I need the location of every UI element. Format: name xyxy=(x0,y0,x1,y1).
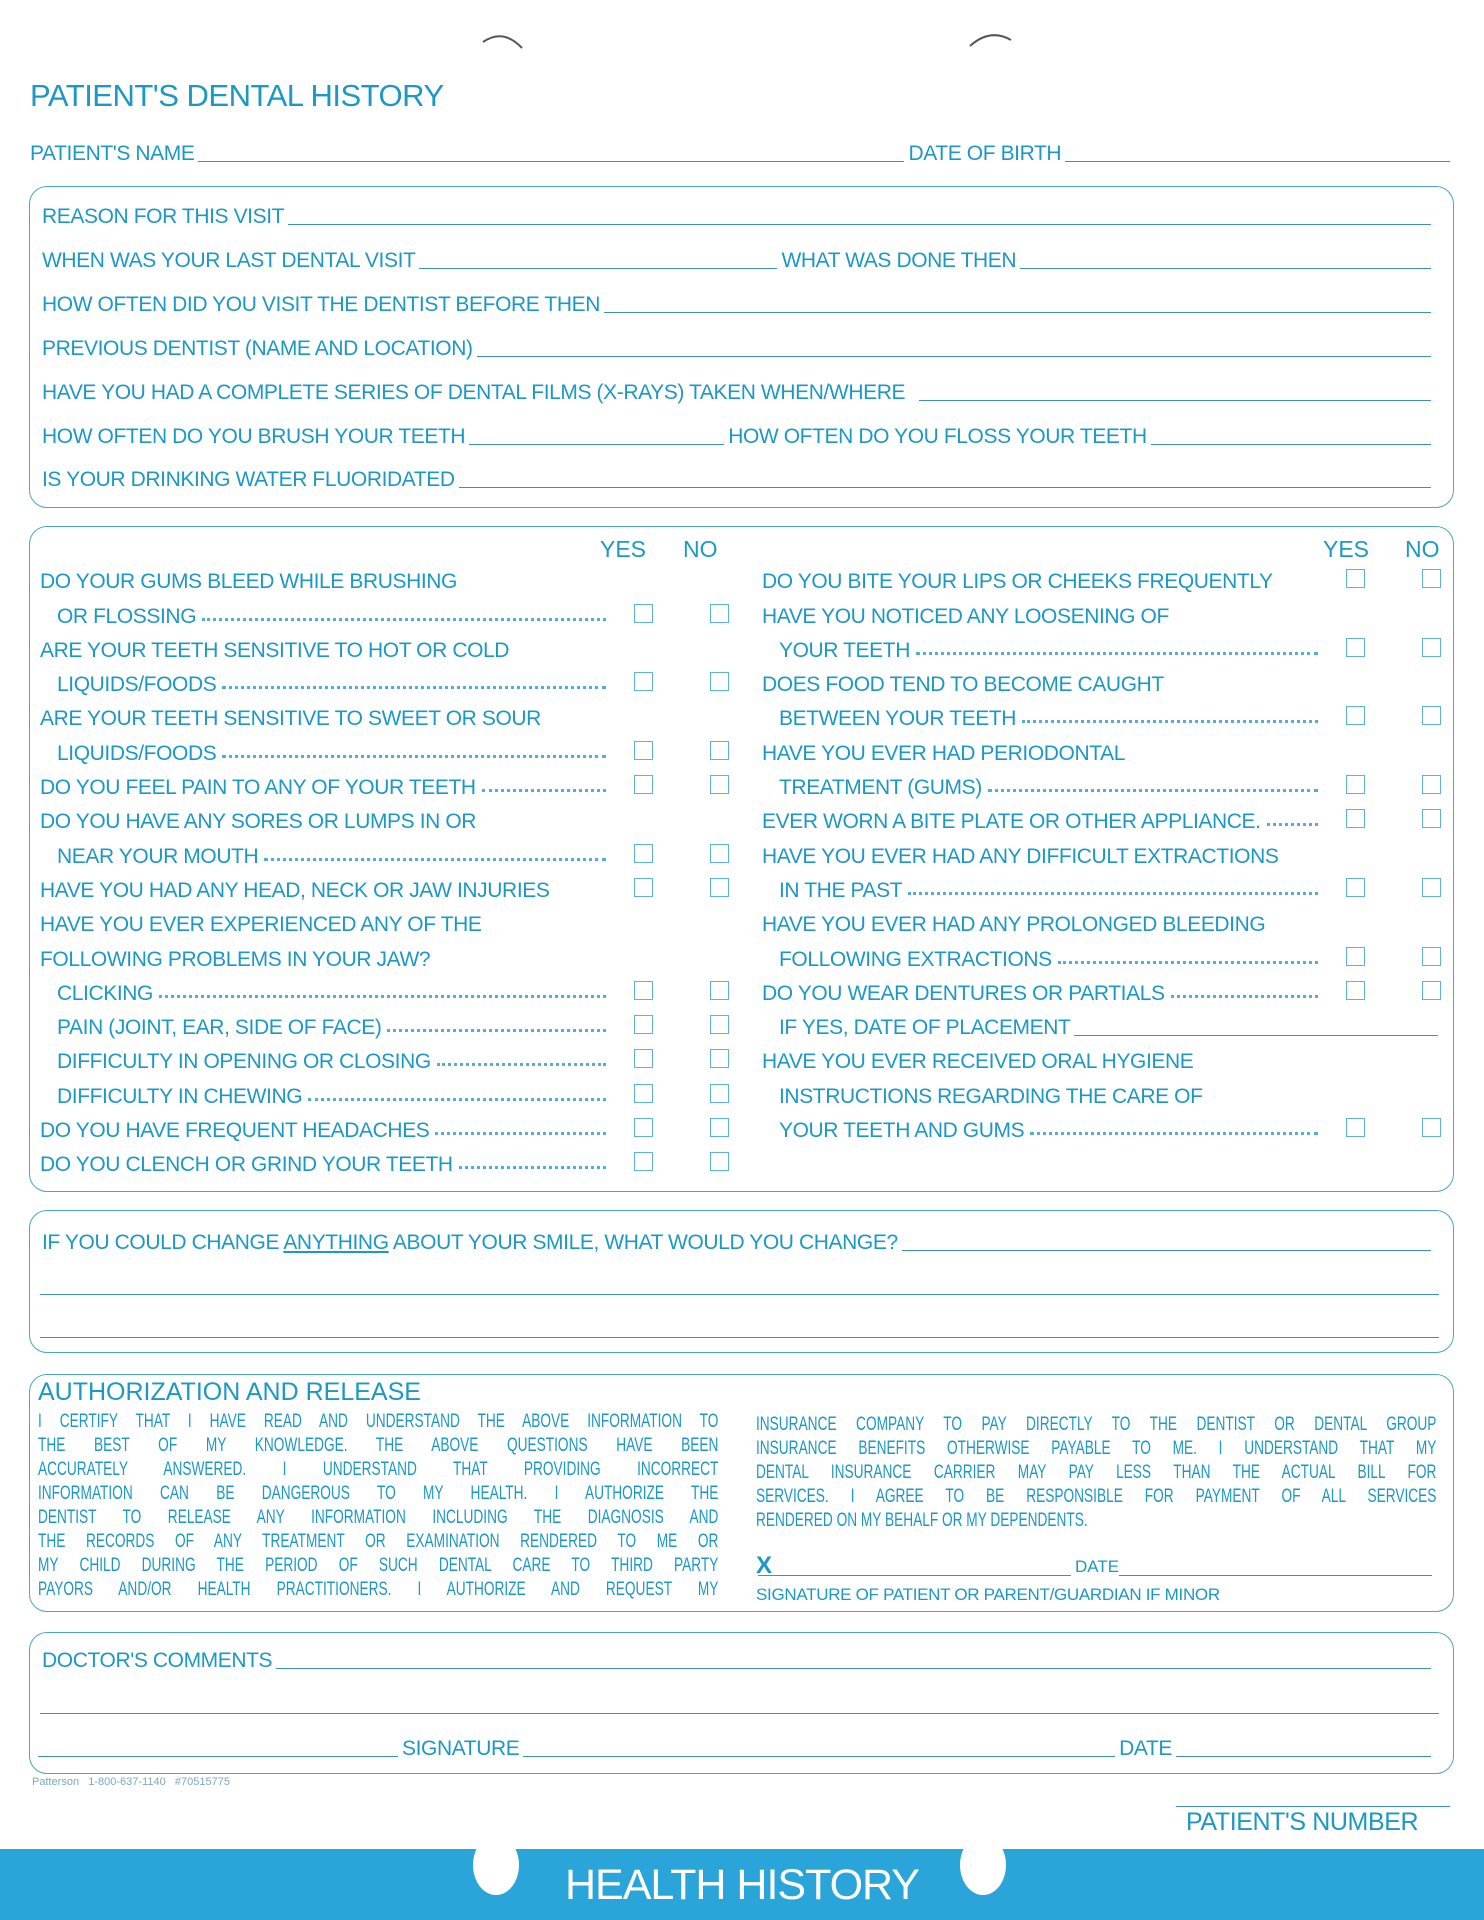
yes-checkbox[interactable] xyxy=(1346,878,1365,897)
smile-question-start: IF YOU COULD CHANGE xyxy=(42,1231,284,1254)
question-line xyxy=(40,629,730,663)
placement-date-field[interactable] xyxy=(1074,1035,1438,1036)
answer-checkboxes xyxy=(610,1109,730,1143)
doctor-signature-label: SIGNATURE xyxy=(402,1737,520,1760)
question-line xyxy=(40,697,730,731)
answer-checkboxes xyxy=(610,1006,730,1040)
question-text: DIFFICULTY IN OPENING OR CLOSING xyxy=(57,1050,431,1074)
answer-checkboxes xyxy=(1322,1109,1442,1143)
yes-checkbox[interactable] xyxy=(634,604,653,623)
question-line xyxy=(40,560,730,594)
dot-leader xyxy=(222,755,606,758)
dot-leader xyxy=(202,618,606,621)
answer-checkboxes xyxy=(1322,766,1442,800)
question-line xyxy=(762,903,1442,937)
question-text: DOES FOOD TEND TO BECOME CAUGHT xyxy=(762,673,1164,697)
smile-section xyxy=(29,1210,1454,1353)
question-line xyxy=(762,594,1442,628)
no-checkbox[interactable] xyxy=(1422,638,1441,657)
questions-right-column xyxy=(762,560,1442,1143)
question-line xyxy=(762,834,1442,868)
question-line xyxy=(762,972,1442,1006)
question-text: DIFFICULTY IN CHEWING xyxy=(57,1084,303,1108)
answer-checkboxes xyxy=(610,1143,730,1177)
answer-checkboxes xyxy=(1322,560,1442,594)
answer-checkboxes xyxy=(1322,972,1442,1006)
doctor-date-field[interactable] xyxy=(1176,1756,1431,1757)
question-line xyxy=(762,663,1442,697)
answer-checkboxes xyxy=(1322,937,1442,971)
yes-checkbox[interactable] xyxy=(1346,775,1365,794)
what-done-field[interactable] xyxy=(1020,268,1431,269)
no-header-left: NO xyxy=(683,536,718,562)
question-line xyxy=(762,1040,1442,1074)
doctor-comments-line-3[interactable] xyxy=(38,1756,398,1757)
answer-checkboxes xyxy=(1322,869,1442,903)
answer-checkboxes xyxy=(610,1074,730,1108)
hole-punch-mark xyxy=(965,30,1025,70)
yes-checkbox[interactable] xyxy=(634,741,653,760)
question-text: DO YOU HAVE ANY SORES OR LUMPS IN OR xyxy=(40,810,477,834)
dot-leader xyxy=(988,789,1318,792)
xrays-field[interactable] xyxy=(919,400,1431,401)
question-line xyxy=(40,594,730,628)
doctor-comments-line-2[interactable] xyxy=(40,1713,1439,1714)
question-text: DO YOU BITE YOUR LIPS OR CHEEKS FREQUENTLY xyxy=(762,570,1273,594)
dot-leader xyxy=(159,995,606,998)
authorization-line: DENTIST TO RELEASE ANY INFORMATION INCLUDING THE DIAGNOSIS AND xyxy=(38,1507,719,1528)
no-checkbox[interactable] xyxy=(710,604,729,623)
no-checkbox[interactable] xyxy=(710,1152,729,1171)
question-line xyxy=(762,560,1442,594)
no-checkbox[interactable] xyxy=(710,1118,729,1137)
question-text: IN THE PAST xyxy=(779,878,903,902)
last-visit-label: WHEN WAS YOUR LAST DENTAL VISIT xyxy=(42,249,416,272)
yes-checkbox[interactable] xyxy=(1346,638,1365,657)
question-text: ARE YOUR TEETH SENSITIVE TO HOT OR COLD xyxy=(40,638,510,662)
question-line xyxy=(40,1143,730,1177)
no-checkbox[interactable] xyxy=(710,775,729,794)
yes-checkbox[interactable] xyxy=(634,981,653,1000)
question-text: DO YOU HAVE FREQUENT HEADACHES xyxy=(40,1119,430,1143)
authorization-line: SERVICES. I AGREE TO BE RESPONSIBLE FOR PAYMENT OF ALL SERVICES xyxy=(756,1486,1437,1507)
yes-checkbox[interactable] xyxy=(634,1152,653,1171)
question-text: PAIN (JOINT, EAR, SIDE OF FACE) xyxy=(57,1016,382,1040)
band-title: HEALTH HISTORY xyxy=(565,1861,919,1909)
no-checkbox[interactable] xyxy=(710,878,729,897)
yes-checkbox[interactable] xyxy=(1346,1118,1365,1137)
no-header-right: NO xyxy=(1405,536,1440,562)
answer-checkboxes xyxy=(610,834,730,868)
dot-leader xyxy=(482,789,606,792)
question-line xyxy=(40,1006,730,1040)
patient-name-field[interactable] xyxy=(198,161,904,162)
question-line xyxy=(762,1074,1442,1108)
authorization-line: THE RECORDS OF ANY TREATMENT OR EXAMINATION RENDERED TO ME OR xyxy=(38,1531,719,1552)
authorization-line: ACCURATELY ANSWERED. I UNDERSTAND THAT PROVIDING INCORRECT xyxy=(38,1459,719,1480)
question-line xyxy=(40,869,730,903)
authorization-line: THE BEST OF MY KNOWLEDGE. THE ABOVE QUESTIONS HAVE BEEN xyxy=(38,1435,719,1456)
dot-leader xyxy=(1058,961,1318,964)
doctor-section xyxy=(29,1632,1454,1774)
no-checkbox[interactable] xyxy=(710,1049,729,1068)
brush-label: HOW OFTEN DO YOU BRUSH YOUR TEETH xyxy=(42,425,466,448)
yes-checkbox[interactable] xyxy=(634,1049,653,1068)
question-text: LIQUIDS/FOODS xyxy=(57,673,217,697)
answer-checkboxes xyxy=(610,869,730,903)
authorization-line: I CERTIFY THAT I HAVE READ AND UNDERSTAND THE ABOVE INFORMATION TO xyxy=(38,1411,719,1432)
question-text: HAVE YOU EVER HAD ANY PROLONGED BLEEDING xyxy=(762,913,1266,937)
yes-checkbox[interactable] xyxy=(1346,947,1365,966)
dot-leader xyxy=(1171,995,1318,998)
yes-checkbox[interactable] xyxy=(634,878,653,897)
question-text: YOUR TEETH xyxy=(779,638,910,662)
authorization-line: PAYORS AND/OR HEALTH PRACTITIONERS. I AUTHORIZE AND REQUEST MY xyxy=(38,1579,719,1600)
question-line xyxy=(762,1109,1442,1143)
question-text: EVER WORN A BITE PLATE OR OTHER APPLIANCE. xyxy=(762,810,1261,834)
patient-signature-field[interactable] xyxy=(758,1575,1071,1576)
patient-number-field[interactable] xyxy=(1176,1806,1450,1807)
doctor-comments-line-1[interactable] xyxy=(276,1668,1431,1669)
no-checkbox[interactable] xyxy=(1422,569,1441,588)
no-checkbox[interactable] xyxy=(1422,947,1441,966)
previous-dentist-label: PREVIOUS DENTIST (NAME AND LOCATION) xyxy=(42,337,473,360)
question-line xyxy=(762,1006,1442,1040)
dot-leader xyxy=(222,686,606,689)
question-text: HAVE YOU NOTICED ANY LOOSENING OF xyxy=(762,604,1169,628)
question-text: FOLLOWING EXTRACTIONS xyxy=(779,947,1052,971)
dot-leader xyxy=(387,1029,606,1032)
fluoridated-label: IS YOUR DRINKING WATER FLUORIDATED xyxy=(42,468,455,491)
signature-x-mark: X xyxy=(756,1552,773,1579)
doctor-comments-label: DOCTOR'S COMMENTS xyxy=(42,1649,273,1672)
answer-checkboxes xyxy=(610,731,730,765)
doctor-date-label: DATE xyxy=(1119,1737,1172,1760)
xrays-label: HAVE YOU HAD A COMPLETE SERIES OF DENTAL FILMS (X-RAYS) TAKEN WHEN/WHERE xyxy=(42,381,906,404)
question-text: HAVE YOU EVER HAD PERIODONTAL xyxy=(762,741,1125,765)
doctor-signature-field[interactable] xyxy=(523,1756,1115,1757)
question-text: DO YOU CLENCH OR GRIND YOUR TEETH xyxy=(40,1153,453,1177)
dot-leader xyxy=(1030,1132,1318,1135)
question-line xyxy=(40,903,730,937)
no-checkbox[interactable] xyxy=(710,844,729,863)
floss-field[interactable] xyxy=(1151,444,1431,445)
previous-dentist-field[interactable] xyxy=(477,356,1431,357)
dot-leader xyxy=(459,1166,606,1169)
question-line xyxy=(40,766,730,800)
question-text: ARE YOUR TEETH SENSITIVE TO SWEET OR SOUR xyxy=(40,707,541,731)
smile-answer-line-1[interactable] xyxy=(902,1250,1431,1251)
question-line xyxy=(40,800,730,834)
form-title: PATIENT'S DENTAL HISTORY xyxy=(30,78,444,113)
yes-checkbox[interactable] xyxy=(1346,569,1365,588)
no-checkbox[interactable] xyxy=(1422,809,1441,828)
authorization-title: AUTHORIZATION AND RELEASE xyxy=(38,1378,421,1406)
hole-punch-mark xyxy=(478,30,538,70)
dot-leader xyxy=(435,1132,606,1135)
dot-leader xyxy=(308,1098,606,1101)
answer-checkboxes xyxy=(610,663,730,697)
smile-answer-line-3[interactable] xyxy=(40,1337,1439,1338)
question-text: DO YOU FEEL PAIN TO ANY OF YOUR TEETH xyxy=(40,776,476,800)
question-text: FOLLOWING PROBLEMS IN YOUR JAW? xyxy=(40,947,431,971)
question-text: TREATMENT (GUMS) xyxy=(779,776,982,800)
visit-section xyxy=(29,186,1454,508)
question-text: BETWEEN YOUR TEETH xyxy=(779,707,1017,731)
visit-frequency-field[interactable] xyxy=(604,312,1431,313)
question-line xyxy=(40,937,730,971)
dot-leader xyxy=(437,1063,606,1066)
no-checkbox[interactable] xyxy=(710,1084,729,1103)
question-line xyxy=(762,869,1442,903)
authorization-text-left xyxy=(38,1410,718,1602)
smile-answer-line-2[interactable] xyxy=(40,1294,1439,1295)
yes-checkbox[interactable] xyxy=(634,844,653,863)
no-checkbox[interactable] xyxy=(1422,1118,1441,1137)
reason-field[interactable] xyxy=(288,224,1431,225)
question-text: HAVE YOU EVER EXPERIENCED ANY OF THE xyxy=(40,913,482,937)
yes-checkbox[interactable] xyxy=(634,672,653,691)
answer-checkboxes xyxy=(610,766,730,800)
answer-checkboxes xyxy=(610,1040,730,1074)
printer-info: Patterson 1-800-637-1140 #70515775 xyxy=(32,1776,230,1788)
question-line xyxy=(762,629,1442,663)
smile-question-end: ABOUT YOUR SMILE, WHAT WOULD YOU CHANGE? xyxy=(388,1231,898,1254)
dot-leader xyxy=(1279,583,1318,586)
dot-leader xyxy=(908,892,1318,895)
dot-leader xyxy=(264,858,606,861)
reason-label: REASON FOR THIS VISIT xyxy=(42,205,285,228)
auth-date-field[interactable] xyxy=(1119,1575,1432,1576)
question-text: DO YOUR GUMS BLEED WHILE BRUSHING xyxy=(40,570,457,594)
no-checkbox[interactable] xyxy=(710,672,729,691)
authorization-line: INSURANCE COMPANY TO PAY DIRECTLY TO THE DENTIST OR DENTAL GROUP xyxy=(756,1414,1437,1435)
answer-checkboxes xyxy=(1322,800,1442,834)
question-line xyxy=(762,731,1442,765)
yes-checkbox[interactable] xyxy=(1346,981,1365,1000)
no-checkbox[interactable] xyxy=(710,741,729,760)
last-visit-field[interactable] xyxy=(419,268,777,269)
answer-checkboxes xyxy=(610,594,730,628)
question-line xyxy=(40,972,730,1006)
questions-left-column xyxy=(40,560,730,1177)
no-checkbox[interactable] xyxy=(1422,775,1441,794)
yes-checkbox[interactable] xyxy=(634,1084,653,1103)
answer-checkboxes xyxy=(1322,629,1442,663)
question-line xyxy=(40,1074,730,1108)
fluoridated-field[interactable] xyxy=(459,487,1431,488)
question-text: HAVE YOU EVER HAD ANY DIFFICULT EXTRACTIONS xyxy=(762,844,1279,868)
question-text: HAVE YOU HAD ANY HEAD, NECK OR JAW INJURIES xyxy=(40,878,550,902)
question-line xyxy=(40,731,730,765)
dot-leader xyxy=(916,652,1318,655)
patient-name-label: PATIENT'S NAME xyxy=(30,142,195,165)
yes-header-right: YES xyxy=(1323,536,1370,562)
question-text: YOUR TEETH AND GUMS xyxy=(779,1119,1025,1143)
floss-label: HOW OFTEN DO YOU FLOSS YOUR TEETH xyxy=(728,425,1147,448)
question-line xyxy=(762,800,1442,834)
brush-field[interactable] xyxy=(469,444,724,445)
question-line xyxy=(40,1040,730,1074)
question-line xyxy=(40,1109,730,1143)
question-text: IF YES, DATE OF PLACEMENT xyxy=(779,1016,1071,1040)
authorization-line: MY CHILD DURING THE PERIOD OF SUCH DENTAL CARE TO THIRD PARTY xyxy=(38,1555,719,1576)
yes-checkbox[interactable] xyxy=(634,1015,653,1034)
no-checkbox[interactable] xyxy=(1422,706,1441,725)
no-checkbox[interactable] xyxy=(710,981,729,1000)
no-checkbox[interactable] xyxy=(710,1015,729,1034)
no-checkbox[interactable] xyxy=(1422,878,1441,897)
question-line xyxy=(762,937,1442,971)
dob-field[interactable] xyxy=(1065,161,1450,162)
authorization-line: RENDERED ON MY BEHALF OR MY DEPENDENTS. xyxy=(756,1510,1088,1531)
dot-leader xyxy=(555,892,606,895)
authorization-line: INSURANCE BENEFITS OTHERWISE PAYABLE TO ME. I UNDERSTAND THAT MY xyxy=(756,1438,1437,1459)
question-text: DO YOU WEAR DENTURES OR PARTIALS xyxy=(762,981,1165,1005)
yes-checkbox[interactable] xyxy=(1346,809,1365,828)
question-line xyxy=(40,834,730,868)
what-done-label: WHAT WAS DONE THEN xyxy=(781,249,1017,272)
dot-leader xyxy=(1267,823,1318,826)
question-text: NEAR YOUR MOUTH xyxy=(57,844,259,868)
question-text: CLICKING xyxy=(57,981,153,1005)
smile-question xyxy=(42,1231,898,1255)
no-checkbox[interactable] xyxy=(1422,981,1441,1000)
authorization-line: DENTAL INSURANCE CARRIER MAY PAY LESS THAN THE ACTUAL BILL FOR xyxy=(756,1462,1437,1483)
visit-frequency-label: HOW OFTEN DID YOU VISIT THE DENTIST BEFORE THEN xyxy=(42,293,600,316)
yes-checkbox[interactable] xyxy=(634,775,653,794)
yes-header-left: YES xyxy=(600,536,647,562)
smile-question-emphasis: ANYTHING xyxy=(283,1231,389,1254)
authorization-line: INFORMATION CAN BE DANGEROUS TO MY HEALTH. I AUTHORIZE THE xyxy=(38,1483,719,1504)
auth-date-label: DATE xyxy=(1074,1557,1120,1576)
authorization-text-right xyxy=(756,1413,1436,1533)
signature-caption: SIGNATURE OF PATIENT OR PARENT/GUARDIAN IF MINOR xyxy=(756,1585,1220,1604)
dot-leader xyxy=(1022,720,1318,723)
question-line xyxy=(762,766,1442,800)
question-text: HAVE YOU EVER RECEIVED ORAL HYGIENE xyxy=(762,1050,1194,1074)
question-text: LIQUIDS/FOODS xyxy=(57,741,217,765)
patient-number-label: PATIENT'S NUMBER xyxy=(1186,1808,1419,1836)
question-line xyxy=(40,663,730,697)
answer-checkboxes xyxy=(610,972,730,1006)
answer-checkboxes xyxy=(1322,697,1442,731)
question-line xyxy=(762,697,1442,731)
question-text: OR FLOSSING xyxy=(57,604,197,628)
yes-checkbox[interactable] xyxy=(1346,706,1365,725)
dob-label: DATE OF BIRTH xyxy=(908,142,1062,165)
question-text: INSTRUCTIONS REGARDING THE CARE OF xyxy=(779,1084,1203,1108)
yes-checkbox[interactable] xyxy=(634,1118,653,1137)
